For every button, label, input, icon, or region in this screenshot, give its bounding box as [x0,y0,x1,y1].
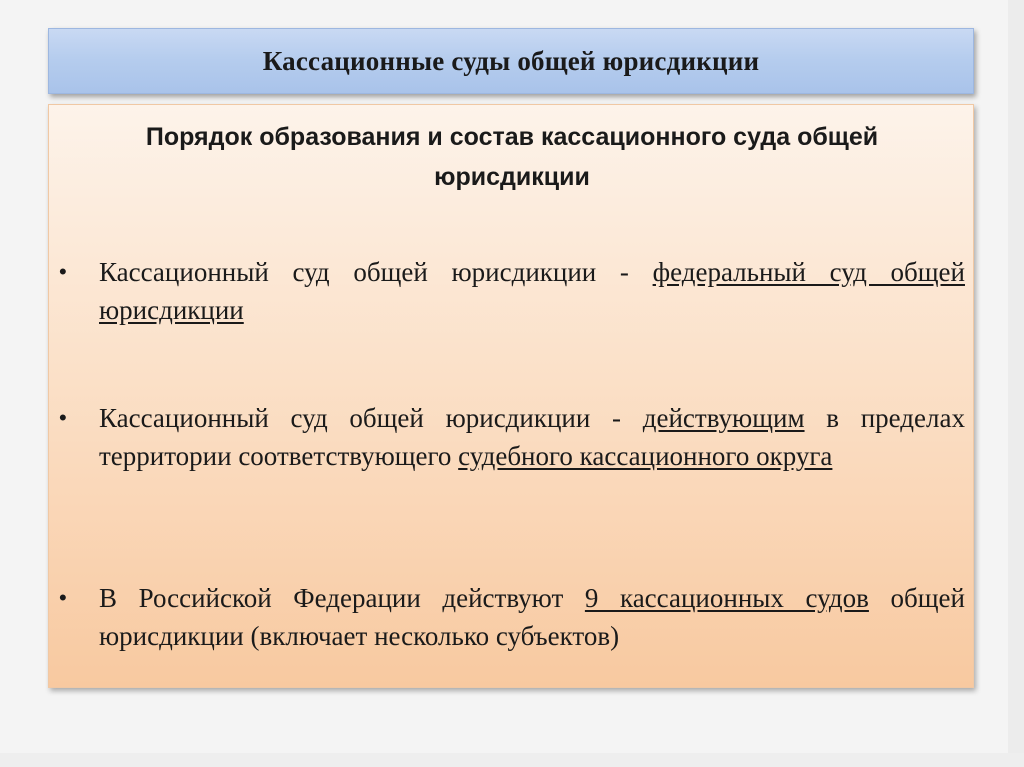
bullet-text: В Российской Федерации действуют [99,583,585,613]
bullet-underlined-text: федеральный суд общей юрисдикции [99,257,965,325]
bullet-text: в пределах территории соответствующего [99,403,965,471]
bullet-item-territory [99,399,965,475]
bullet-text: общей юрисдикции (включает несколько субъектов) [99,583,965,651]
bullet-underlined-text: 9 кассационных судов [584,583,869,613]
bullet-item-nine-courts [99,579,965,655]
bullet-item-federal-court [99,253,965,329]
slide-edge-bottom [0,753,1024,767]
title-box [48,28,974,94]
bullet-underlined-text: судебного кассационного округа [458,441,833,471]
bullet-marker: • [59,405,67,430]
bullet-marker: • [59,585,67,610]
bullet-text: Кассационный суд общей юрисдикции - [99,403,643,433]
content-box [48,104,974,688]
slide-edge [1008,0,1024,767]
bullet-text: Кассационный суд общей юрисдикции - [99,257,653,287]
bullet-marker: • [59,259,67,284]
content-subtitle: Порядок образования и состав кассационного суда общей юрисдикции [145,123,879,191]
bullet-underlined-text: действующим [642,403,805,433]
slide-title: Кассационные суды общей юрисдикции [262,45,760,76]
